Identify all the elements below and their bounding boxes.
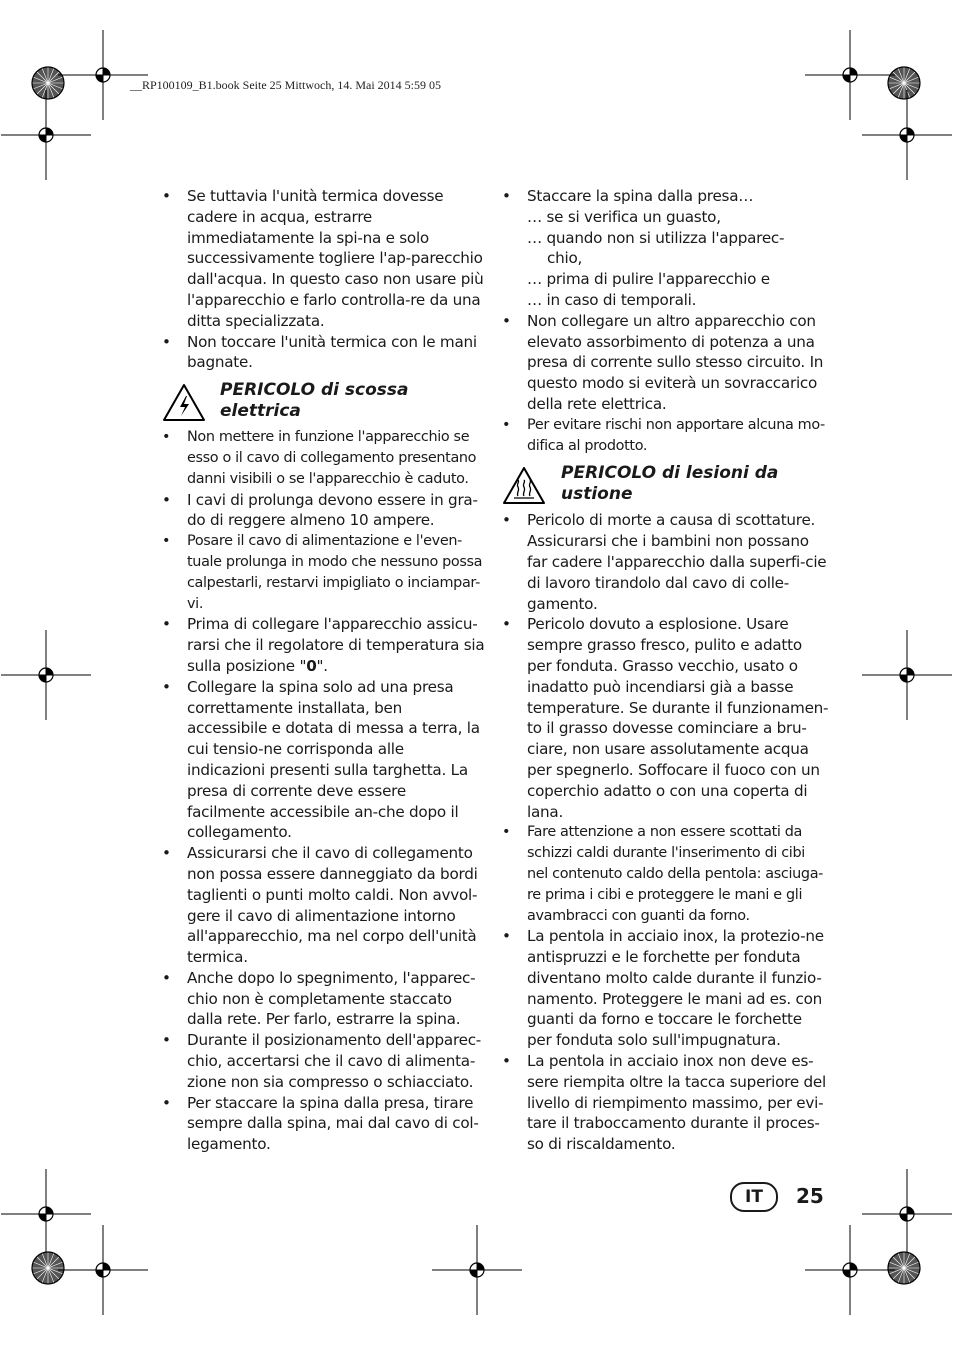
page-number: 25 <box>796 1184 824 1208</box>
warning-title: elettrica <box>220 401 301 422</box>
crosshair-registration-icon <box>862 1169 952 1259</box>
sub-list-item-text: … quando non si utilizza l'apparec- <box>527 228 785 247</box>
left-column <box>160 186 485 1155</box>
color-calibration-wheel-icon <box>888 67 920 99</box>
color-calibration-wheel-icon <box>32 1252 64 1284</box>
list-item: • Anche dopo lo spegnimento, l'apparec-chio non è completamente staccato dalla rete. Per farlo, estrarre la spina. <box>160 968 485 1030</box>
sub-list-item-continuation: chio, <box>547 249 583 268</box>
sub-list-item: … se si verifica un guasto, <box>527 207 721 226</box>
list-item: • Pericolo di morte a causa di scottature. Assicurarsi che i bambini non possano far cadere l'apparecchio dalla superfi-cie di lavoro tirandolo dal cavo di colle-gamento. <box>500 510 830 614</box>
crosshair-registration-icon <box>1 630 91 720</box>
list-item: • Durante il posizionamento dell'apparec-chio, accertarsi che il cavo di alimenta-zione non sia compresso o schiacciato. <box>160 1030 485 1092</box>
sub-list-item <box>527 228 830 270</box>
warning-title: PERICOLO di scossa <box>220 380 409 401</box>
warning-title: ustione <box>561 484 633 505</box>
crosshair-registration-icon <box>1 1169 91 1259</box>
list-item: • Se tuttavia l'unità termica dovesse cadere in acqua, estrarre immediatamente la spi-na e solo successivamente togliere l'ap-parecchio dall'acqua. In questo caso non usare più l'apparecchio e farlo controlla-re da una ditta specializzata. <box>160 186 485 332</box>
electric-shock-warning-heading <box>160 381 485 427</box>
crosshair-registration-icon <box>805 1225 895 1315</box>
sub-list-item: … prima di pulire l'apparecchio e <box>527 270 770 289</box>
list-item-text: ". <box>316 656 328 675</box>
crosshair-registration-icon <box>862 90 952 180</box>
burn-warning-heading <box>500 464 830 510</box>
print-header-line: __RP100109_B1.book Seite 25 Mittwoch, 14. Mai 2014 5:59 05 <box>130 78 442 92</box>
right-column <box>500 186 830 1155</box>
list-item: • La pentola in acciaio inox non deve es-sere riempita oltre la tacca superiore del livello di riempimento massimo, per evi-tare il traboccamento durante il proces-so di riscaldamento. <box>500 1051 830 1155</box>
language-badge: IT <box>730 1182 778 1212</box>
list-item-text: Staccare la spina dalla presa… <box>527 187 754 205</box>
crosshair-registration-icon <box>432 1225 522 1315</box>
list-item: • Non collegare un altro apparecchio con elevato assorbimento di potenza a una presa di corrente sullo stesso circuito. In questo modo si eviterà un sovraccarico della rete elettrica. <box>500 311 830 415</box>
list-item: • Non toccare l'unità termica con le mani bagnate. <box>160 332 485 374</box>
page-footer <box>730 1182 830 1210</box>
sub-list-item: … in caso di temporali. <box>527 290 697 309</box>
high-voltage-warning-icon <box>162 383 206 423</box>
warning-title: PERICOLO di lesioni da <box>561 463 779 484</box>
color-calibration-wheel-icon <box>888 1252 920 1284</box>
list-item: • Assicurarsi che il cavo di collegamento non possa essere danneggiato da bordi taglienti o punti molto caldi. Non avvol-gere il cavo di alimentazione intorno all'apparecchio, ma nel corpo dell'unità termica. <box>160 843 485 968</box>
list-item-text: Prima di collegare l'apparecchio assicu-rarsi che il regolatore di temperatura sia sulla posizione " <box>187 615 485 675</box>
list-item: • Collegare la spina solo ad una presa correttamente installata, ben accessibile e dotata di messa a terra, la cui tensio-ne corrisponda alle indicazioni presenti sulla targhetta. La presa di corrente deve essere facilmente accessibile an-che dopo il collegamento. <box>160 677 485 843</box>
list-item: • Per evitare rischi non apportare alcuna mo-difica al prodotto. <box>500 415 830 457</box>
crosshair-registration-icon <box>805 30 895 120</box>
crosshair-registration-icon <box>58 30 148 120</box>
unplug-cases-list <box>527 207 830 311</box>
list-item: • Per staccare la spina dalla presa, tirare sempre dalla spina, mai dal cavo di col-legamento. <box>160 1093 485 1155</box>
list-item: • Pericolo dovuto a esplosione. Usare sempre grasso fresco, pulito e adatto per fonduta. Grasso vecchio, usato o inadatto può incendiarsi già a basse temperature. Se durante il funzionamen-to il grasso dovesse cominciare a bru-ciare, non usare assolutamente acqua per spegnerlo. Soffocare il fuoco con un coperchio adatto o con una coperta di lana. <box>500 614 830 822</box>
list-item <box>160 614 485 676</box>
list-item: • La pentola in acciaio inox, la protezio-ne antispruzzi e le forchette per fonduta diventano molto calde durante il funzio-namento. Proteggere le mani ad es. con guanti da forno e toccare le forchette per fonduta solo sull'impugnatura. <box>500 926 830 1051</box>
color-calibration-wheel-icon <box>32 67 64 99</box>
crosshair-registration-icon <box>58 1225 148 1315</box>
hot-surface-warning-icon <box>502 466 546 506</box>
list-item: • I cavi di prolunga devono essere in gra-do di reggere almeno 10 ampere. <box>160 490 485 532</box>
list-item: • Non mettere in funzione l'apparecchio se esso o il cavo di collegamento presentano danni visibili o se l'apparecchio è caduto. <box>160 427 485 489</box>
temperature-position-value: 0 <box>306 656 317 675</box>
list-item: • Posare il cavo di alimentazione e l'even-tuale prolunga in modo che nessuno possa calpestarli, restarvi impigliato o inciampar-vi. <box>160 531 485 614</box>
crosshair-registration-icon <box>862 630 952 720</box>
list-item <box>500 186 830 311</box>
list-item: • Fare attenzione a non essere scottati da schizzi caldi durante l'inserimento di cibi nel contenuto caldo della pentola: asciuga-re prima i cibi e proteggere le mani e gli avambracci con guanti da forno. <box>500 822 830 926</box>
crosshair-registration-icon <box>1 90 91 180</box>
